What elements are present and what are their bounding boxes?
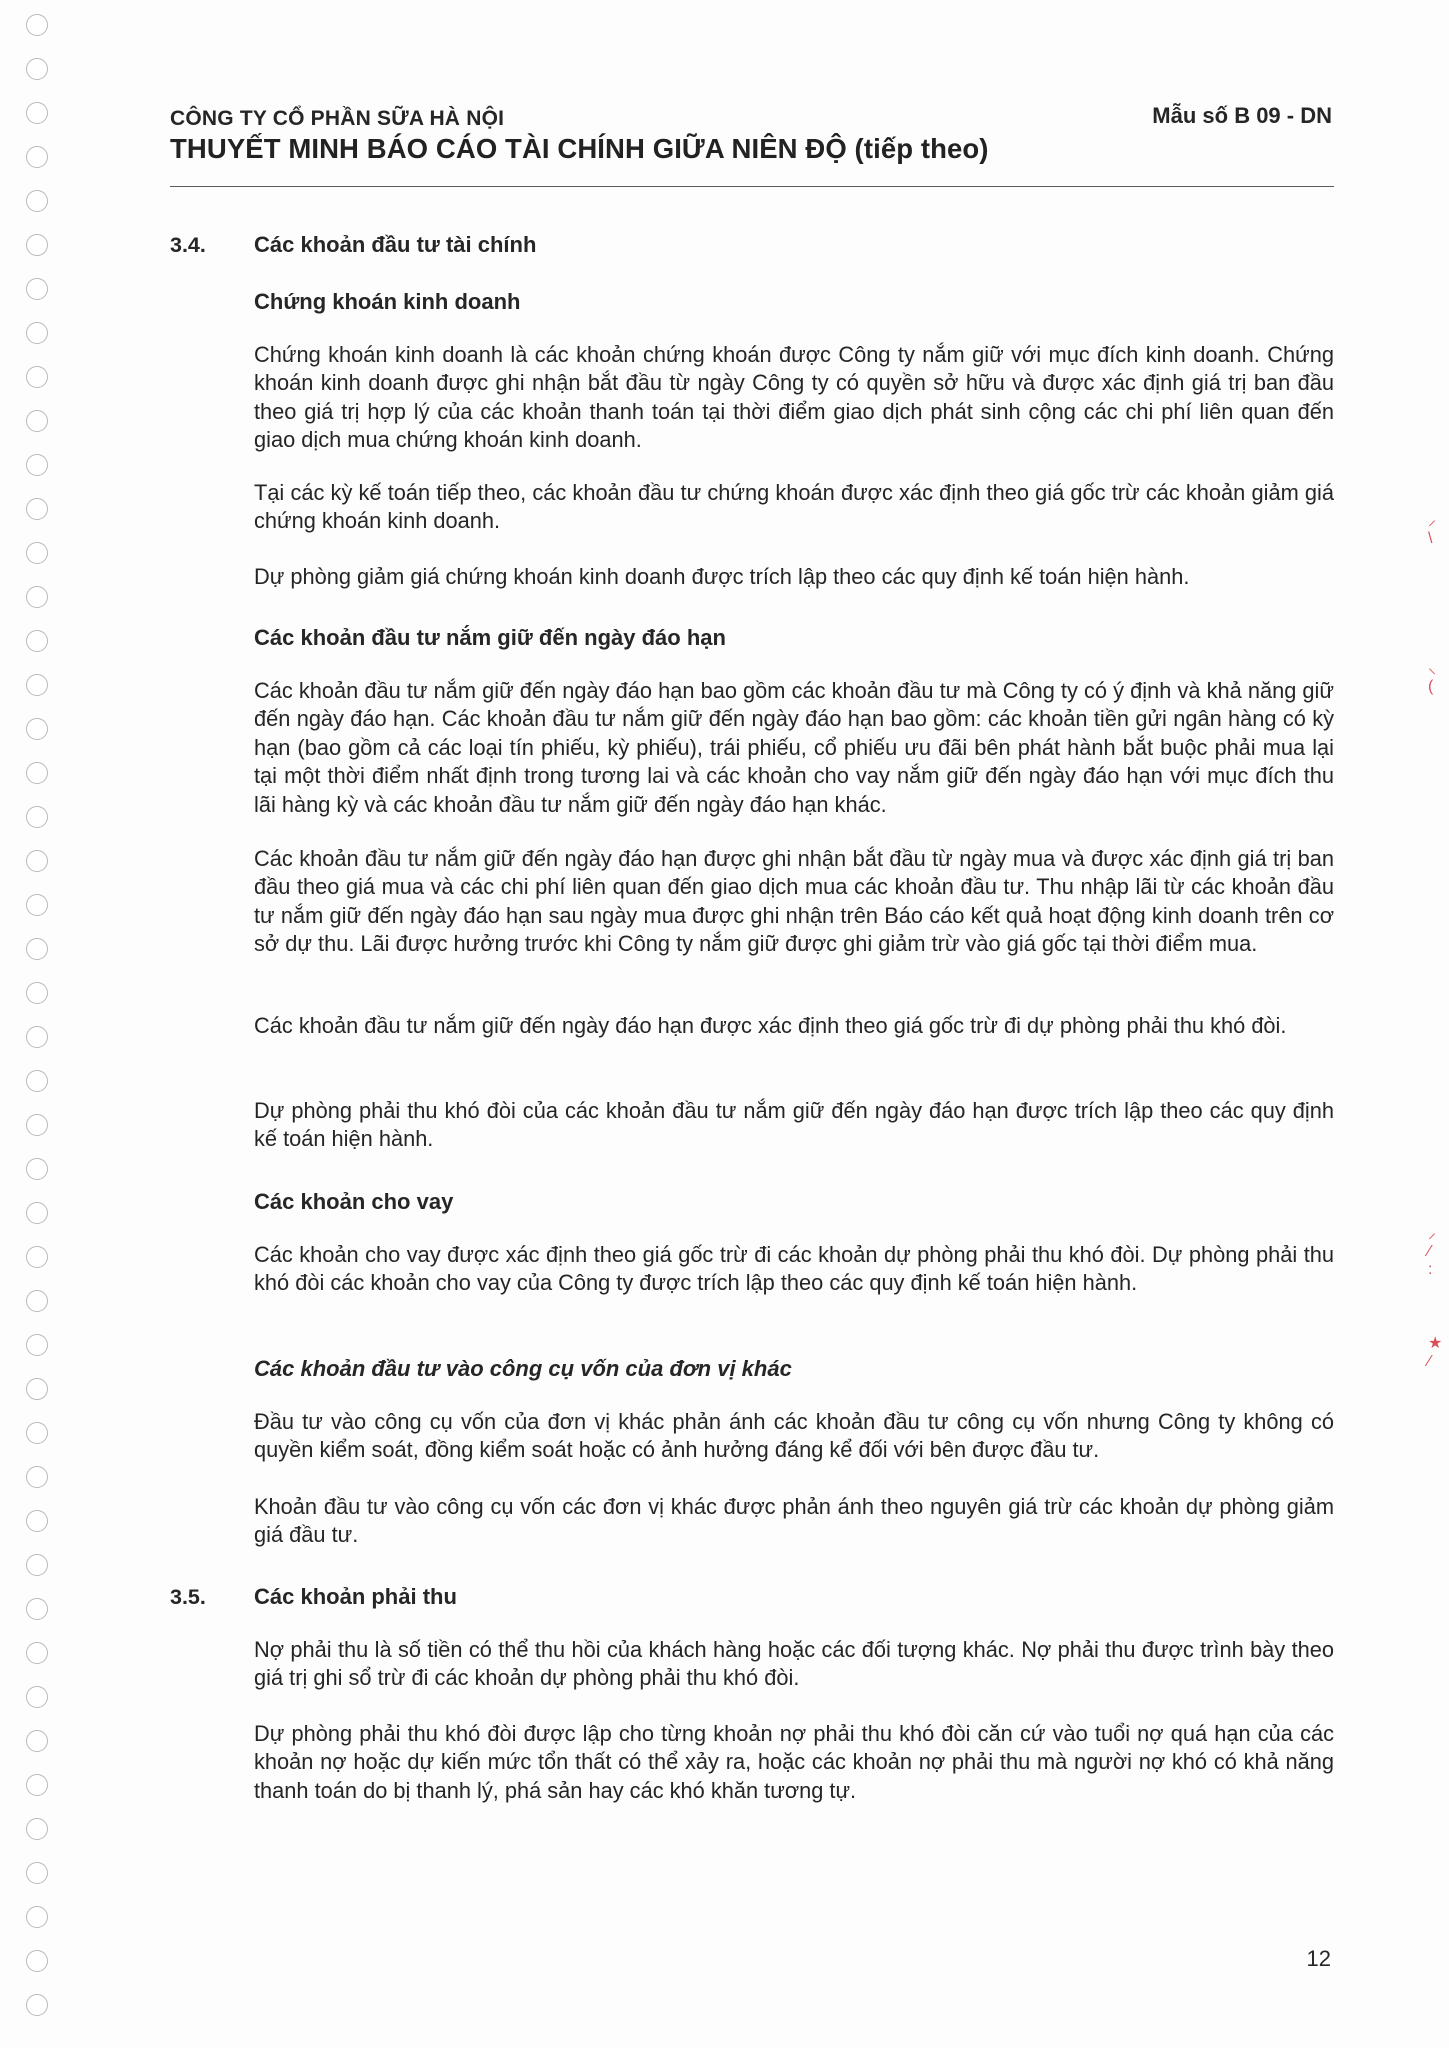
binder-hole-icon	[26, 1730, 48, 1752]
section-number-3-4: 3.4.	[170, 233, 206, 257]
stamp-mark-icon: ⸜ (	[1428, 660, 1437, 695]
paragraph: Các khoản đầu tư nắm giữ đến ngày đáo hạn được xác định theo giá gốc trừ đi dự phòng phải thu khó đòi.	[254, 1013, 1287, 1038]
binder-hole-icon	[26, 1422, 48, 1444]
binder-hole-icon	[26, 938, 48, 960]
binder-hole-icon	[26, 146, 48, 168]
binder-hole-icon	[26, 1598, 48, 1620]
binder-hole-icon	[26, 630, 48, 652]
binder-hole-icon	[26, 234, 48, 256]
paragraph: Dự phòng giảm giá chứng khoán kinh doanh được trích lập theo các quy định kế toán hiện hành.	[254, 564, 1190, 589]
binder-hole-icon	[26, 894, 48, 916]
binder-hole-icon	[26, 1378, 48, 1400]
section-title-3-4: Các khoản đầu tư tài chính	[254, 232, 537, 257]
binder-hole-icon	[26, 498, 48, 520]
subheading-equity-investments: Các khoản đầu tư vào công cụ vốn của đơn vị khác	[254, 1356, 792, 1381]
binder-hole-icon	[26, 1334, 48, 1356]
binder-holes	[26, 14, 56, 2034]
binder-hole-icon	[26, 1818, 48, 1840]
paragraph: Khoản đầu tư vào công cụ vốn các đơn vị khác được phản ánh theo nguyên giá trừ các khoản dự phòng giảm giá đầu tư.	[254, 1494, 1334, 1548]
binder-hole-icon	[26, 806, 48, 828]
binder-hole-icon	[26, 1950, 48, 1972]
binder-hole-icon	[26, 1906, 48, 1928]
paragraph: Tại các kỳ kế toán tiếp theo, các khoản đầu tư chứng khoán được xác định theo giá gốc trừ các khoản giảm giá chứng khoán kinh doanh.	[254, 480, 1334, 534]
subheading-trading-securities: Chứng khoán kinh doanh	[254, 289, 521, 314]
binder-hole-icon	[26, 1554, 48, 1576]
binder-hole-icon	[26, 762, 48, 784]
binder-hole-icon	[26, 1510, 48, 1532]
binder-hole-icon	[26, 1290, 48, 1312]
binder-hole-icon	[26, 542, 48, 564]
binder-hole-icon	[26, 14, 48, 36]
binder-hole-icon	[26, 102, 48, 124]
binder-hole-icon	[26, 454, 48, 476]
binder-hole-icon	[26, 1158, 48, 1180]
binder-hole-icon	[26, 1994, 48, 2016]
binder-hole-icon	[26, 982, 48, 1004]
stamp-mark-icon: ⸝ ∕ :	[1428, 1225, 1437, 1278]
binder-hole-icon	[26, 58, 48, 80]
paragraph: Chứng khoán kinh doanh là các khoản chứng khoán được Công ty nắm giữ với mục đích kinh doanh. Chứng khoán kinh doanh được ghi nhận bắt đầu từ ngày Công ty có quyền sở hữu và được xác định giá trị ban đầu theo giá trị hợp lý của các khoản thanh toán tại thời điểm giao dịch phát sinh cộng các chi phí liên quan đến giao dịch mua chứng khoán kinh doanh.	[254, 342, 1334, 453]
binder-hole-icon	[26, 410, 48, 432]
paragraph: Đầu tư vào công cụ vốn của đơn vị khác phản ánh các khoản đầu tư công cụ vốn nhưng Công ty không có quyền kiểm soát, đồng kiểm soát hoặc có ảnh hưởng đáng kể đối với bên được đầu tư.	[254, 1409, 1334, 1463]
form-code: Mẫu số B 09 - DN	[1152, 103, 1332, 128]
binder-hole-icon	[26, 278, 48, 300]
binder-hole-icon	[26, 850, 48, 872]
paragraph: Các khoản đầu tư nắm giữ đến ngày đáo hạn được ghi nhận bắt đầu từ ngày mua và được xác định giá trị ban đầu theo giá mua và các chi phí liên quan đến giao dịch mua các khoản đầu tư. Thu nhập lãi từ các khoản đầu tư nắm giữ đến ngày đáo hạn sau ngày mua được ghi nhận trên Báo cáo kết quả hoạt động kinh doanh trên cơ sở dự thu. Lãi được hưởng trước khi Công ty nắm giữ được ghi giảm trừ vào giá gốc tại thời điểm mua.	[254, 846, 1334, 957]
report-title: THUYẾT MINH BÁO CÁO TÀI CHÍNH GIỮA NIÊN ĐỘ (tiếp theo)	[170, 133, 989, 164]
binder-hole-icon	[26, 190, 48, 212]
binder-hole-icon	[26, 1642, 48, 1664]
paragraph: Nợ phải thu là số tiền có thể thu hồi của khách hàng hoặc các đối tượng khác. Nợ phải thu được trình bày theo giá trị ghi sổ trừ đi các khoản dự phòng phải thu khó đòi.	[254, 1637, 1334, 1691]
binder-hole-icon	[26, 1774, 48, 1796]
binder-hole-icon	[26, 366, 48, 388]
binder-hole-icon	[26, 1246, 48, 1268]
binder-hole-icon	[26, 718, 48, 740]
binder-hole-icon	[26, 1862, 48, 1884]
section-number-3-5: 3.5.	[170, 1585, 206, 1609]
page-number: 12	[1306, 1946, 1331, 1971]
binder-hole-icon	[26, 322, 48, 344]
company-name: CÔNG TY CỔ PHẦN SỮA HÀ NỘI	[170, 107, 505, 130]
binder-hole-icon	[26, 1466, 48, 1488]
section-title-3-5: Các khoản phải thu	[254, 1584, 457, 1609]
stamp-mark-icon: ★ ∕	[1428, 1335, 1443, 1370]
paragraph: Dự phòng phải thu khó đòi được lập cho từng khoản nợ phải thu khó đòi căn cứ vào tuổi nợ quá hạn của các khoản nợ hoặc dự kiến mức tổn thất có thể xảy ra, hoặc các khoản nợ phải thu mà người nợ khó có khả năng thanh toán do bị thanh lý, phá sản hay các khó khăn tương tự.	[254, 1721, 1334, 1803]
paragraph: Dự phòng phải thu khó đòi của các khoản đầu tư nắm giữ đến ngày đáo hạn được trích lập theo các quy định kế toán hiện hành.	[254, 1098, 1334, 1152]
binder-hole-icon	[26, 674, 48, 696]
header-divider	[170, 186, 1334, 187]
binder-hole-icon	[26, 1114, 48, 1136]
binder-hole-icon	[26, 1070, 48, 1092]
paragraph: Các khoản cho vay được xác định theo giá gốc trừ đi các khoản dự phòng phải thu khó đòi. Dự phòng phải thu khó đòi các khoản cho vay của Công ty được trích lập theo các quy định kế toán hiện hành.	[254, 1242, 1334, 1296]
binder-hole-icon	[26, 1202, 48, 1224]
subheading-held-to-maturity: Các khoản đầu tư nắm giữ đến ngày đáo hạn	[254, 625, 726, 650]
subheading-loans: Các khoản cho vay	[254, 1189, 454, 1214]
binder-hole-icon	[26, 586, 48, 608]
binder-hole-icon	[26, 1026, 48, 1048]
binder-hole-icon	[26, 1686, 48, 1708]
stamp-mark-icon: ⸝ \	[1428, 512, 1437, 547]
paragraph: Các khoản đầu tư nắm giữ đến ngày đáo hạn bao gồm các khoản đầu tư mà Công ty có ý định và khả năng giữ đến ngày đáo hạn. Các khoản đầu tư nắm giữ đến ngày đáo hạn bao gồm: các khoản tiền gửi ngân hàng có kỳ hạn (bao gồm cả các loại tín phiếu, kỳ phiếu), trái phiếu, cổ phiếu ưu đãi bên phát hành bắt buộc phải mua lại tại một thời điểm nhất định trong tương lai và các khoản cho vay nắm giữ đến ngày đáo hạn với mục đích thu lãi hàng kỳ và các khoản đầu tư nắm giữ đến ngày đáo hạn khác.	[254, 678, 1334, 817]
